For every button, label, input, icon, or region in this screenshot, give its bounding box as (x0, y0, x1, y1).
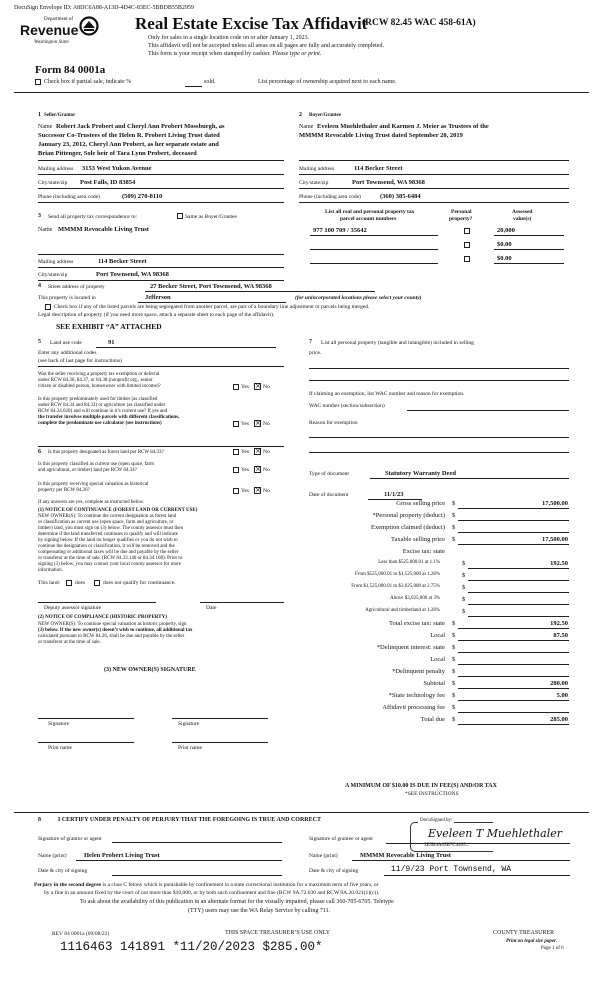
signature-label: Signature (48, 721, 70, 727)
tty-note: (TTY) users may use the WA Relay Service by calling 711. (188, 908, 331, 914)
notice-1-text: compensating or additional taxes will be due and payable by the seller (38, 550, 179, 555)
assessed-value[interactable]: 20,000 (497, 227, 515, 234)
section-number: 6 (38, 449, 41, 455)
perjury-text (34, 882, 378, 889)
tax-row-label: Taxable selling price (390, 536, 445, 543)
buyer-name-line: MMMM Revocable Living Trust dated September 20, 2019 (299, 132, 463, 139)
buyer-heading: Buyer/Grantee (309, 113, 341, 118)
buyer-phone-label: Phone (including area code) (299, 194, 361, 200)
tax-corr-mailing[interactable]: 114 Becker Street (98, 258, 147, 265)
assessed-value[interactable]: $0.00 (497, 241, 512, 248)
forest-q2-no-checkbox[interactable]: × (255, 465, 261, 473)
buyer-mailing[interactable]: 114 Becker Street (354, 165, 403, 172)
segregation-note: Check box if any of the listed parcels are being segregated from another parcel, are part of a boundary line adjustment or parcels being merged. (54, 304, 370, 310)
grantee-date-label: Date & city of signing (309, 868, 359, 874)
grantor-date-label: Date & city of signing (38, 868, 88, 874)
personal-property-checkbox[interactable] (464, 256, 470, 262)
does-not-checkbox[interactable] (94, 580, 100, 586)
exemption-note: If claiming an exemption, list WAC number and reason for exemption. (309, 391, 465, 397)
county-treasurer-label: COUNTY TREASURER (493, 930, 555, 936)
question-text: Is this property designated as forest land per RCW 84.33? (48, 450, 164, 455)
personal-property-checkbox[interactable] (464, 242, 470, 248)
dollar-sign: $ (452, 536, 456, 543)
seller-phone[interactable]: (509) 270-8110 (122, 193, 163, 200)
exemption-reason-label: Reason for exemption (309, 420, 358, 426)
notice-1-text: timber) land, you must sign on (3) below. The county assessor must then (38, 526, 184, 531)
tax-row-value[interactable]: 5.00 (556, 692, 568, 699)
tax-row-label: Gross selling price (396, 500, 445, 507)
revision-label: REV 84 0001a (09/08/22) (52, 931, 110, 937)
land-use-code[interactable]: 91 (108, 339, 115, 346)
tax-row-label: Local (430, 656, 445, 663)
form-title: Real Estate Excise Tax Affidavit (135, 14, 368, 33)
tax-row-line (458, 712, 569, 713)
treasurer-use-label: THIS SPACE TREASURER’S USE ONLY (225, 930, 331, 936)
header-note-2: This affidavit will not be accepted unless all areas on all pages are fully and accurately completed. (148, 43, 384, 49)
does-checkbox[interactable] (66, 580, 72, 586)
located-label: This property is located in (38, 295, 96, 301)
certify-title: I CERTIFY UNDER PENALTY OF PERJURY THAT THE FOREGOING IS TRUE AND CORRECT (58, 817, 321, 823)
forest-q3-yes-checkbox[interactable] (233, 488, 239, 494)
notice-1-text: or transferor at the time of sale. (RCW 84.33.140 or 84.34.108). Prior to (38, 556, 183, 561)
question-text: the transfer involves multiple parcels with different classifications, (38, 415, 180, 420)
logo-revenue: Revenue (20, 22, 79, 38)
envelope-id: DocuSign Envelope ID: A8DC6A88-A13D-4D4C-83EC-5BBDB55B2959 (14, 5, 194, 11)
forest-q3-no-checkbox[interactable]: × (255, 486, 261, 494)
page-number: Page 1 of 6 (541, 946, 564, 951)
yes-label: Yes (241, 467, 250, 473)
legal-description[interactable]: SEE EXHIBIT “A” ATTACHED (56, 322, 162, 331)
seller-phone-label: Phone (including area code) (38, 194, 100, 200)
parcel-col-header: List all real and personal property tax (325, 209, 415, 215)
dollar-sign: $ (452, 656, 456, 663)
forest-q1-no-checkbox[interactable]: × (255, 447, 261, 455)
tax-row-label: Exemption claimed (deduct) (370, 524, 445, 531)
grantee-name[interactable]: MMMM Revocable Living Trust (360, 852, 451, 859)
tax-row-line (458, 628, 569, 629)
q2-no-checkbox[interactable]: × (255, 419, 261, 427)
segregation-checkbox[interactable] (45, 304, 51, 310)
grantor-signature-line[interactable] (112, 842, 282, 843)
no-label: No (263, 467, 270, 473)
print-name-label: Print name (178, 745, 202, 751)
section-number: 1 (38, 112, 41, 118)
question-text: citizen or disabled person, homeowner with limited income)? (38, 384, 161, 389)
assessed-value[interactable]: $0.00 (497, 255, 512, 262)
dollar-sign: $ (452, 668, 456, 675)
tax-row-label: *State technology fee (388, 692, 445, 699)
partial-sold-label: sold. (204, 79, 216, 85)
tax-corr-name-label: Name (38, 227, 53, 233)
section-number: 5 (38, 339, 41, 345)
section-number: 3 (38, 213, 41, 219)
legal-paper-note: Print on legal size paper. (506, 939, 557, 944)
notice-1-text: continue the designation or classification, it will be removed and the (38, 544, 175, 549)
tax-row-value[interactable]: 285.00 (550, 716, 568, 723)
tax-row-line (458, 508, 569, 509)
question-text: Was the seller receiving a property tax exemption or deferral (38, 372, 160, 377)
tax-row-label: *Personal property (deduct) (372, 512, 445, 519)
if-any-note: If any answers are yes, complete as instructed below. (38, 500, 145, 505)
tax-row-line (458, 532, 569, 533)
legal-description-note: Legal description of property (if you need more space, attach a separate sheet to each page of the affidavit). (38, 312, 275, 318)
tax-row-label: Subtotal (423, 680, 445, 687)
street-label: Street address of property (48, 284, 105, 290)
yes-label: Yes (241, 384, 250, 390)
notice-1-text: signing (3) below, you may contact your local county assessor for more (38, 562, 181, 567)
parcel-col-header: Assessed (512, 209, 533, 215)
logo-state: Washington State (34, 40, 69, 45)
yes-label: Yes (241, 449, 250, 455)
perjury-text-rest: is a class C felony which is punishable by confinement in a state correctional institution for a maximum term of five years, or (101, 882, 379, 888)
tax-row-line (458, 652, 569, 653)
tax-row-line (468, 568, 569, 569)
see-back-note: (see back of last page for instructions) (38, 358, 122, 364)
parcel-col-header: value(s) (513, 216, 532, 222)
tax-row-line (468, 616, 569, 617)
dollar-sign: $ (462, 572, 466, 579)
tax-row-line (468, 592, 569, 593)
additional-codes-label: Enter any additional codes (38, 350, 97, 356)
section-number: 4 (38, 283, 41, 289)
tax-row-label: From $525,000.01 to $1,525,000 at 1.28% (355, 572, 440, 577)
land-use-label: Land use code (50, 340, 82, 346)
doc-date-label: Date of document (309, 492, 349, 498)
tax-row-label: From $1,525,000.01 to $3,025,000 at 2.75% (351, 584, 440, 589)
notice-1-text: determine if the land transferred continues to qualify and will indicate (38, 532, 178, 537)
docusigned-label: DocuSigned by: (420, 818, 453, 823)
grantee-signature-label: Signature of grantee or agent (309, 836, 373, 842)
tax-row-line (458, 700, 569, 701)
yes-label: Yes (241, 421, 250, 427)
yes-label: Yes (241, 488, 250, 494)
property-street[interactable]: 27 Becker Street, Port Townsend, WA 98368 (150, 283, 272, 290)
tax-row-line (468, 580, 569, 581)
q1-no-checkbox[interactable]: × (255, 382, 261, 390)
dollar-sign: $ (452, 500, 456, 507)
tax-row-label: Less than $525,000.01 at 1.1% (378, 560, 440, 565)
docusign-id: 3E5B4A05B7C4405... (424, 843, 470, 848)
dollar-sign: $ (452, 680, 456, 687)
question-text: property per RCW 84.26? (38, 488, 90, 493)
notice-1-title: (1) NOTICE OF CONTINUANCE (FOREST LAND OR CURRENT USE) (38, 508, 198, 513)
seller-name-line: Successor Co-Trustees of the Helen R. Probert Living Trust dated (38, 132, 220, 139)
document-date[interactable]: 11/1/23 (384, 491, 404, 498)
seller-mailing[interactable]: 3153 West Yukon Avenue (82, 165, 152, 172)
notice-1-text: or classification as current use (open space, farm and agriculture, or (38, 520, 174, 525)
header-note-3: This form is your receipt when stamped by cashier. Please type or print. (148, 51, 322, 57)
tax-row-value[interactable]: 192.50 (550, 560, 568, 567)
seller-city[interactable]: Post Falls, ID 83854 (80, 179, 136, 186)
q2-yes-checkbox[interactable] (233, 421, 239, 427)
signature-label: Signature (178, 721, 200, 727)
question-text: and agricultural, or timber) land per RCW 84.34? (38, 468, 137, 473)
section-number: 8 (38, 817, 41, 823)
buyer-name-label: Name (299, 124, 314, 130)
no-label: No (263, 384, 270, 390)
dollar-sign: $ (452, 620, 456, 627)
tax-corr-label: Send all property tax correspondence to: (48, 214, 138, 220)
forest-q1-yes-checkbox[interactable] (233, 449, 239, 455)
tax-corr-mailing-label: Mailing address (38, 259, 74, 265)
grantee-signature: Eveleen T Muehlethaler (428, 827, 563, 840)
dollar-sign: $ (452, 692, 456, 699)
tax-row-line (458, 640, 569, 641)
deputy-signature-label: Deputy assessor signature (44, 605, 102, 611)
grantor-signature-label: Signature of grantor or agent (38, 836, 102, 842)
seller-city-label: City/state/zip (38, 180, 68, 186)
tax-row-label: Affidavit processing fee (382, 704, 445, 711)
date-label: Date (206, 605, 217, 611)
parcel-account[interactable]: 977 100 709 / 35642 (313, 227, 367, 234)
unincorporated-note: (for unincorporated locations please select your county) (295, 295, 422, 301)
wac-number-label: WAC number (section/subsection) (309, 403, 385, 409)
notice-2-text: NEW OWNER(S): To continue special valuation as historic property, sign (38, 622, 187, 627)
form-number: Form 84 0001a (35, 64, 106, 76)
buyer-city-label: City/state/zip (299, 180, 329, 186)
print-name-label: Print name (48, 745, 72, 751)
dollar-sign: $ (462, 584, 466, 591)
tax-row-value[interactable]: 87.50 (553, 632, 568, 639)
grantor-name[interactable]: Helen Probert Living Trust (84, 852, 160, 859)
dollar-sign: $ (452, 524, 456, 531)
dollar-sign: $ (452, 704, 456, 711)
q1-yes-checkbox[interactable] (233, 384, 239, 390)
treasurer-stamp: 1116463 141891 *11/20/2023 $285.00* (60, 940, 323, 954)
parcel-col-header: property? (449, 216, 473, 222)
notice-2-text: (3) below. If the new owner(s) doesn’t wish to continue, all additional tax (38, 628, 193, 633)
dollar-sign: $ (452, 716, 456, 723)
question-text: RCW 84.34.020) and will continue in it’s current use? If yes and (38, 409, 168, 414)
tax-row-label: *Delinquent penalty (392, 668, 445, 675)
dollar-sign: $ (462, 608, 466, 615)
header-note-1: Only for sales in a single location code on or after January 1, 2023. (148, 35, 310, 41)
tax-row-line (458, 724, 569, 725)
question-text: Is this property classified as current use (open space, farm (38, 462, 155, 467)
grantor-name-label: Name (print) (38, 853, 67, 859)
divider (14, 812, 589, 813)
tax-row-label: Local (430, 632, 445, 639)
tax-row-line (458, 676, 569, 677)
question-text: complete the predominate use calculator (see instructions) (38, 421, 162, 426)
tax-row-line (458, 520, 569, 521)
alternate-format-note: To ask about the availability of this publication in an alternate format for the visually impaired, please call 360-705-6705. Teletype (80, 899, 394, 905)
minimum-due-note: A MINIMUM OF $10.00 IS DUE IN FEE(S) AND/OR TAX (345, 783, 497, 789)
price-label: price. (309, 350, 322, 356)
new-owner-signature-heading: (3) NEW OWNER(S) SIGNATURE (104, 667, 196, 673)
question-text: Is this property predominately used for timber (as classified (38, 397, 158, 402)
tax-row-label: Excise tax: state (402, 548, 445, 555)
tax-row-value[interactable]: 192.50 (550, 620, 568, 627)
buyer-city[interactable]: Port Townsend, WA 98368 (352, 179, 425, 186)
grantee-date-city[interactable]: 11/9/23 Port Townsend, WA (391, 865, 512, 874)
tax-row-label: *Delinquent interest: state (376, 644, 445, 651)
section-number: 2 (299, 112, 302, 118)
partial-sale-checkbox[interactable] (35, 79, 41, 85)
notice-2-text: or transferor at the time of sale. (38, 640, 101, 645)
grantee-name-label: Name (print) (309, 853, 338, 859)
list-percentage-note: List percentage of ownership acquired next to each name. (258, 79, 397, 85)
tax-row-label: Agricultural and timberland at 1.28% (365, 608, 440, 613)
tax-corr-city[interactable]: Port Townsend, WA 98368 (96, 271, 169, 278)
seller-name-line: Robert Jack Probert and Cheryl Ann Probert Mossburgh, as (56, 123, 225, 130)
seller-mailing-label: Mailing address (38, 166, 74, 172)
same-as-buyer-label: Same as Buyer/Grantee (185, 214, 237, 220)
washington-logo-icon (79, 16, 99, 36)
personal-property-checkbox[interactable] (464, 228, 470, 234)
no-label: No (263, 488, 270, 494)
tax-row-line (458, 664, 569, 665)
seller-name-label: Name (38, 124, 53, 130)
buyer-mailing-label: Mailing address (299, 166, 335, 172)
question-text: under RCW 84.36, 84.37, or 84.38 (nonprofit org., senior (38, 378, 153, 383)
logo-dept: Department of (44, 17, 74, 22)
dollar-sign: $ (452, 632, 456, 639)
tax-row-line (468, 604, 569, 605)
seller-name-line: Brian Pittenger, Sole heir of Tara Lynn Probert, deceased (38, 150, 197, 157)
buyer-phone[interactable]: (360) 385-6484 (380, 193, 421, 200)
tax-row-line (458, 544, 569, 545)
doc-type-label: Type of document (309, 471, 349, 477)
does-label: does (75, 580, 86, 586)
perjury-text-bold: Perjury in the second degree (34, 882, 102, 888)
document-type[interactable]: Statutory Warranty Deed (385, 470, 457, 477)
notice-2-text: calculated pursuant to RCW 84.26, shall be due and payable by the seller (38, 634, 185, 639)
tax-row-label: Total excise tax: state (388, 620, 445, 627)
property-county[interactable]: Jefferson (145, 294, 171, 301)
tax-corr-city-label: City/state/zip (38, 272, 68, 278)
tax-row-label: Total due (420, 716, 445, 723)
section-number: 7 (309, 339, 312, 345)
divider (14, 92, 589, 93)
parcel-col-header: parcel account numbers (340, 216, 397, 222)
tax-row-value[interactable]: 17,500.00 (542, 536, 568, 543)
no-label: No (263, 449, 270, 455)
partial-sale-label: Check box if partial sale, indicate % (44, 79, 132, 85)
see-instructions-note: *SEE INSTRUCTIONS (405, 791, 459, 797)
dollar-sign: $ (462, 596, 466, 603)
dollar-sign: $ (452, 512, 456, 519)
buyer-name-line: Eveleen Muehlethaler and Karmen J. Meier as Trustees of the (317, 123, 489, 130)
tax-row-label: Above $3,025,000 at 3% (390, 596, 440, 601)
this-land-label: This land: (38, 580, 61, 586)
partial-percent-line[interactable] (185, 86, 202, 87)
form-rcw: (RCW 82.45 WAC 458-61A) (362, 18, 476, 28)
notice-1-text: by signing below. If the land no longer qualifies or you do not wish to (38, 538, 178, 543)
tax-corr-name[interactable]: MMMM Revocable Living Trust (58, 226, 149, 233)
does-not-label: does not qualify for continuance. (103, 580, 176, 586)
notice-1-text: NEW OWNER(S): To continue the current designation as forest land (38, 514, 177, 519)
perjury-text: by a fine in an amount fixed by the court of not more than $10,000, or by both such confinement and fine (RCW 9A.72.030 and RCW 9A.20.021(1)(c)). (44, 890, 380, 896)
tax-row-line (458, 688, 569, 689)
personal-property-label: List all personal property (tangible and intangible) included in selling (321, 340, 474, 346)
question-text: under RCW 84.34 and 84.33) or agriculture (as classified under (38, 403, 166, 408)
dollar-sign: $ (452, 644, 456, 651)
question-text: Is this property receiving special valuation as historical (38, 482, 149, 487)
forest-q2-yes-checkbox[interactable] (233, 467, 239, 473)
tax-row-value[interactable]: 280.00 (550, 680, 568, 687)
dollar-sign: $ (462, 560, 466, 567)
divider (38, 446, 284, 447)
notice-1-text: information. (38, 568, 63, 573)
no-label: No (263, 421, 270, 427)
seller-heading: Seller/Grantor (44, 113, 76, 118)
parcel-col-header: Personal (451, 209, 472, 215)
same-as-buyer-checkbox[interactable] (177, 213, 183, 219)
seller-name-line: January 23, 2012, Cheryl Ann Probert, as her separate estate and (38, 141, 219, 148)
tax-row-value[interactable]: 17,500.00 (542, 500, 568, 507)
notice-2-title: (2) NOTICE OF COMPLIANCE (HISTORIC PROPERTY) (38, 615, 167, 620)
